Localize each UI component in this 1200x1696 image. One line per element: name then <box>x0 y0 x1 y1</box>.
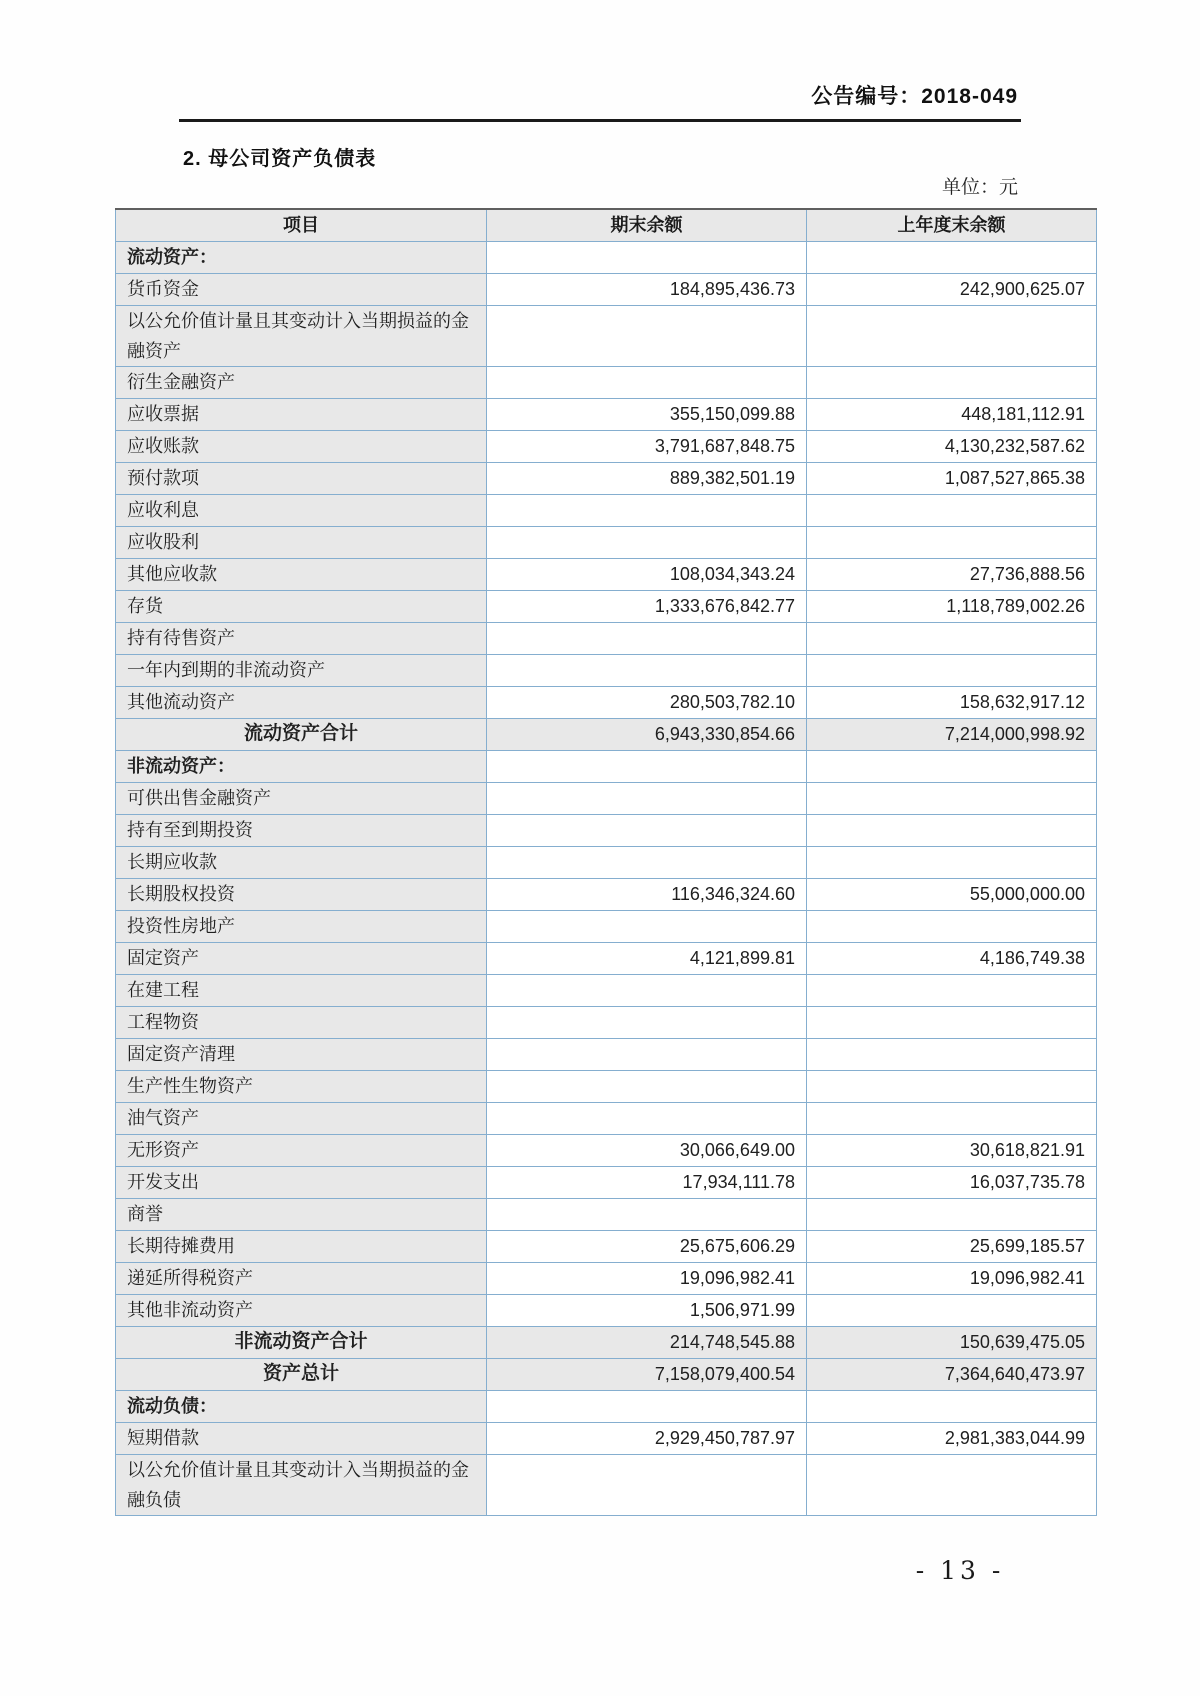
item-cell: 货币资金 <box>116 273 487 305</box>
page-number: - 13 - <box>915 1556 1005 1585</box>
item-cell: 存货 <box>116 590 487 622</box>
table-row <box>116 366 1097 398</box>
current-balance-cell <box>487 814 807 846</box>
current-balance-cell <box>487 1390 807 1422</box>
table-body <box>116 241 1097 1515</box>
prior-balance-cell <box>807 1390 1097 1422</box>
item-cell: 应收账款 <box>116 430 487 462</box>
table-row <box>116 622 1097 654</box>
table-row <box>116 398 1097 430</box>
item-cell: 预付款项 <box>116 462 487 494</box>
current-balance-cell <box>487 1454 807 1515</box>
current-balance-cell <box>487 1038 807 1070</box>
prior-balance-cell <box>807 782 1097 814</box>
table-row <box>116 846 1097 878</box>
table-row <box>116 910 1097 942</box>
current-balance-cell <box>487 526 807 558</box>
table-row <box>116 1134 1097 1166</box>
current-balance-cell <box>487 1070 807 1102</box>
prior-balance-cell: 1,118,789,002.26 <box>807 590 1097 622</box>
current-balance-cell: 280,503,782.10 <box>487 686 807 718</box>
table-row <box>116 750 1097 782</box>
current-balance-cell <box>487 1006 807 1038</box>
prior-balance-cell: 2,981,383,044.99 <box>807 1422 1097 1454</box>
item-cell: 长期待摊费用 <box>116 1230 487 1262</box>
prior-balance-cell: 4,186,749.38 <box>807 942 1097 974</box>
item-cell: 长期股权投资 <box>116 878 487 910</box>
prior-balance-cell: 448,181,112.91 <box>807 398 1097 430</box>
current-balance-cell <box>487 494 807 526</box>
prior-balance-cell <box>807 622 1097 654</box>
prior-balance-cell <box>807 1006 1097 1038</box>
prior-balance-cell: 19,096,982.41 <box>807 1262 1097 1294</box>
current-balance-cell <box>487 750 807 782</box>
table-row <box>116 1166 1097 1198</box>
current-balance-cell: 25,675,606.29 <box>487 1230 807 1262</box>
table-row <box>116 1038 1097 1070</box>
current-balance-cell <box>487 305 807 366</box>
prior-balance-cell: 242,900,625.07 <box>807 273 1097 305</box>
table-row <box>116 974 1097 1006</box>
prior-balance-cell <box>807 974 1097 1006</box>
table-row <box>116 1102 1097 1134</box>
current-balance-cell: 108,034,343.24 <box>487 558 807 590</box>
table-row <box>116 1230 1097 1262</box>
column-header-current-balance: 期末余额 <box>487 209 807 241</box>
item-cell: 其他非流动资产 <box>116 1294 487 1326</box>
column-header-prior-year-balance: 上年度末余额 <box>807 209 1097 241</box>
prior-balance-cell <box>807 1198 1097 1230</box>
item-cell: 非流动资产合计 <box>116 1326 487 1358</box>
current-balance-cell <box>487 366 807 398</box>
current-balance-cell: 1,506,971.99 <box>487 1294 807 1326</box>
table-row <box>116 1390 1097 1422</box>
item-cell: 以公允价值计量且其变动计入当期损益的金融资产 <box>116 305 487 366</box>
prior-balance-cell <box>807 1102 1097 1134</box>
prior-balance-cell <box>807 654 1097 686</box>
prior-balance-cell <box>807 846 1097 878</box>
item-cell: 持有待售资产 <box>116 622 487 654</box>
item-cell: 固定资产清理 <box>116 1038 487 1070</box>
current-balance-cell: 1,333,676,842.77 <box>487 590 807 622</box>
item-cell: 商誉 <box>116 1198 487 1230</box>
item-cell: 一年内到期的非流动资产 <box>116 654 487 686</box>
current-balance-cell: 214,748,545.88 <box>487 1326 807 1358</box>
prior-balance-cell <box>807 1294 1097 1326</box>
item-cell: 应收票据 <box>116 398 487 430</box>
table-row <box>116 878 1097 910</box>
current-balance-cell <box>487 622 807 654</box>
prior-balance-cell: 16,037,735.78 <box>807 1166 1097 1198</box>
table-header-row <box>116 209 1097 241</box>
table-row <box>116 1422 1097 1454</box>
table-row <box>116 558 1097 590</box>
item-cell: 以公允价值计量且其变动计入当期损益的金融负债 <box>116 1454 487 1515</box>
table-row <box>116 814 1097 846</box>
prior-balance-cell: 7,214,000,998.92 <box>807 718 1097 750</box>
current-balance-cell <box>487 974 807 1006</box>
current-balance-cell: 7,158,079,400.54 <box>487 1358 807 1390</box>
current-balance-cell: 116,346,324.60 <box>487 878 807 910</box>
current-balance-cell <box>487 1198 807 1230</box>
current-balance-cell <box>487 846 807 878</box>
current-balance-cell: 30,066,649.00 <box>487 1134 807 1166</box>
current-balance-cell <box>487 910 807 942</box>
table-row <box>116 1006 1097 1038</box>
prior-balance-cell: 1,087,527,865.38 <box>807 462 1097 494</box>
prior-balance-cell <box>807 494 1097 526</box>
item-cell: 流动资产： <box>116 241 487 273</box>
table-row <box>116 462 1097 494</box>
prior-balance-cell <box>807 305 1097 366</box>
current-balance-cell <box>487 782 807 814</box>
table-row <box>116 942 1097 974</box>
prior-balance-cell: 27,736,888.56 <box>807 558 1097 590</box>
table-row <box>116 654 1097 686</box>
prior-balance-cell <box>807 1454 1097 1515</box>
item-cell: 流动负债： <box>116 1390 487 1422</box>
item-cell: 固定资产 <box>116 942 487 974</box>
current-balance-cell: 19,096,982.41 <box>487 1262 807 1294</box>
item-cell: 资产总计 <box>116 1358 487 1390</box>
item-cell: 长期应收款 <box>116 846 487 878</box>
item-cell: 工程物资 <box>116 1006 487 1038</box>
table-row <box>116 241 1097 273</box>
table-row <box>116 718 1097 750</box>
header-rule <box>179 119 1021 122</box>
item-cell: 递延所得税资产 <box>116 1262 487 1294</box>
table-row <box>116 430 1097 462</box>
column-header-item: 项目 <box>116 209 487 241</box>
current-balance-cell <box>487 241 807 273</box>
page-title: 2. 母公司资产负债表 <box>183 148 377 170</box>
current-balance-cell: 3,791,687,848.75 <box>487 430 807 462</box>
balance-sheet-table <box>115 208 1097 1516</box>
item-cell: 投资性房地产 <box>116 910 487 942</box>
current-balance-cell: 4,121,899.81 <box>487 942 807 974</box>
table-row <box>116 590 1097 622</box>
prior-balance-cell: 25,699,185.57 <box>807 1230 1097 1262</box>
prior-balance-cell <box>807 1070 1097 1102</box>
table-row <box>116 1070 1097 1102</box>
current-balance-cell: 889,382,501.19 <box>487 462 807 494</box>
current-balance-cell <box>487 1102 807 1134</box>
item-cell: 应收利息 <box>116 494 487 526</box>
unit-label: 单位：元 <box>941 177 1018 198</box>
table-row <box>116 526 1097 558</box>
current-balance-cell: 184,895,436.73 <box>487 273 807 305</box>
item-cell: 应收股利 <box>116 526 487 558</box>
prior-balance-cell <box>807 814 1097 846</box>
table-row <box>116 494 1097 526</box>
prior-balance-cell: 4,130,232,587.62 <box>807 430 1097 462</box>
item-cell: 短期借款 <box>116 1422 487 1454</box>
table-row <box>116 1294 1097 1326</box>
table-row <box>116 1454 1097 1515</box>
current-balance-cell: 17,934,111.78 <box>487 1166 807 1198</box>
table-row <box>116 1358 1097 1390</box>
prior-balance-cell <box>807 1038 1097 1070</box>
table-row <box>116 273 1097 305</box>
item-cell: 油气资产 <box>116 1102 487 1134</box>
table-row <box>116 305 1097 366</box>
item-cell: 衍生金融资产 <box>116 366 487 398</box>
prior-balance-cell: 30,618,821.91 <box>807 1134 1097 1166</box>
table-row <box>116 686 1097 718</box>
prior-balance-cell <box>807 526 1097 558</box>
item-cell: 其他应收款 <box>116 558 487 590</box>
current-balance-cell: 6,943,330,854.66 <box>487 718 807 750</box>
prior-balance-cell: 55,000,000.00 <box>807 878 1097 910</box>
item-cell: 非流动资产： <box>116 750 487 782</box>
item-cell: 持有至到期投资 <box>116 814 487 846</box>
announcement-number: 公告编号：2018-049 <box>811 85 1018 108</box>
table-row <box>116 782 1097 814</box>
table-row <box>116 1262 1097 1294</box>
prior-balance-cell: 150,639,475.05 <box>807 1326 1097 1358</box>
item-cell: 在建工程 <box>116 974 487 1006</box>
prior-balance-cell <box>807 241 1097 273</box>
table-row <box>116 1198 1097 1230</box>
item-cell: 开发支出 <box>116 1166 487 1198</box>
prior-balance-cell: 158,632,917.12 <box>807 686 1097 718</box>
current-balance-cell: 2,929,450,787.97 <box>487 1422 807 1454</box>
current-balance-cell: 355,150,099.88 <box>487 398 807 430</box>
prior-balance-cell <box>807 750 1097 782</box>
item-cell: 无形资产 <box>116 1134 487 1166</box>
item-cell: 流动资产合计 <box>116 718 487 750</box>
item-cell: 生产性生物资产 <box>116 1070 487 1102</box>
prior-balance-cell: 7,364,640,473.97 <box>807 1358 1097 1390</box>
item-cell: 其他流动资产 <box>116 686 487 718</box>
prior-balance-cell <box>807 910 1097 942</box>
table-row <box>116 1326 1097 1358</box>
item-cell: 可供出售金融资产 <box>116 782 487 814</box>
current-balance-cell <box>487 654 807 686</box>
prior-balance-cell <box>807 366 1097 398</box>
